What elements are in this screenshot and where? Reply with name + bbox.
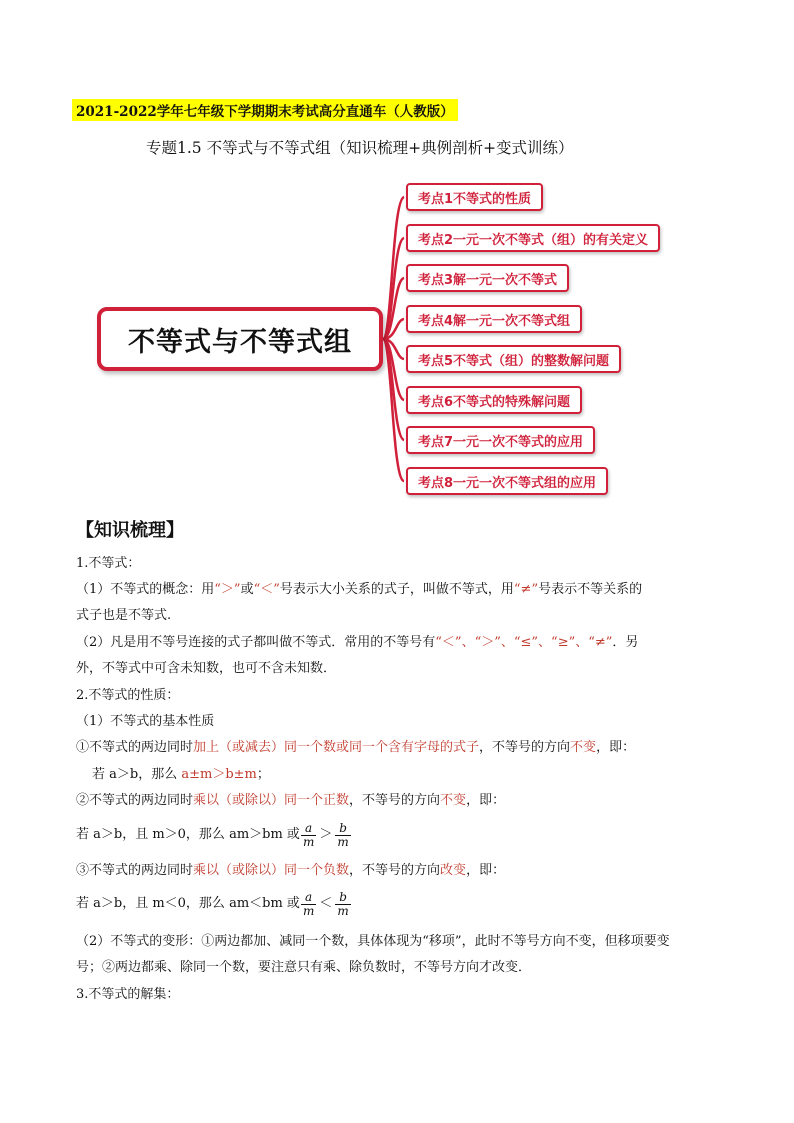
fraction: [301, 891, 316, 918]
paragraph-1-1: [76, 580, 642, 600]
text: 号表示大小关系的式子，叫做不等式，用: [279, 582, 514, 597]
text: 或: [240, 582, 254, 597]
section-3-title: 3.不等式的解集：: [76, 987, 180, 1002]
text: ，不等号的方向: [349, 863, 441, 878]
mindmap-center: [97, 307, 383, 371]
subsection-2-2-cont: 号；②两边都乘、除同一个数，要注意只有乘、除负数时，不等号方向才改变．: [76, 960, 532, 975]
text: ，即：: [596, 740, 636, 755]
rule-2: [76, 791, 505, 811]
document-title: 2021-2022学年七年级下学期期末考试高分直通车（人教版）: [72, 99, 458, 121]
denominator: m: [337, 903, 349, 918]
text: ．另: [612, 635, 639, 650]
paragraph-1-1-cont: 式子也是不等式.: [76, 608, 172, 623]
rule-1-example: [92, 765, 270, 785]
numerator: a: [301, 822, 316, 836]
numerator: b: [335, 822, 350, 836]
rule-3-example: [76, 889, 352, 920]
lt-symbol: “＜”: [253, 582, 280, 597]
text: ①不等式的两边同时: [76, 740, 194, 755]
highlight: 加上（或减去）同一个数或同一个含有字母的式子: [193, 740, 480, 755]
numerator: a: [301, 891, 316, 905]
highlight: 不变: [440, 793, 467, 808]
text: ，不等号的方向: [349, 793, 441, 808]
inequality-signs: “＜”、“＞”、“≤”、“≥”、“≠”: [435, 635, 613, 650]
highlight: 乘以（或除以）同一个正数: [193, 793, 350, 808]
text: （2）凡是用不等号连接的式子都叫做不等式．常用的不等号有: [76, 635, 436, 650]
text: （1）不等式的概念：用: [76, 582, 215, 597]
text: ③不等式的两边同时: [76, 863, 194, 878]
text: ，不等号的方向: [479, 740, 571, 755]
highlight: 改变: [440, 863, 467, 878]
section-2-title: 2.不等式的性质：: [76, 688, 180, 703]
gt-symbol: “＞”: [214, 582, 241, 597]
document-subtitle: 专题1.5 不等式与不等式组（知识梳理+典例剖析+变式训练）: [146, 139, 574, 157]
fraction: [335, 822, 350, 849]
text: 若 a＞b，那么: [92, 767, 182, 782]
text: 若 a＞b，且 m＜0，那么 am＜bm 或: [76, 896, 300, 911]
rule-3: [76, 861, 505, 881]
rule-1: [76, 738, 635, 758]
text: 号表示不等关系的: [538, 582, 643, 597]
highlight: a±m＞b±m: [181, 767, 257, 782]
denominator: m: [337, 834, 349, 849]
subsection-2-1: （1）不等式的基本性质: [76, 714, 215, 729]
ne-symbol: “≠”: [513, 582, 539, 597]
denominator: m: [302, 834, 315, 849]
section-heading: 【知识梳理】: [76, 520, 184, 541]
subsection-2-2: （2）不等式的变形：①两边都加、减同一个数，具体体现为“移项”，此时不等号方向不变，但移项要变: [76, 934, 670, 949]
mindmap-node-4: 考点4解一元一次不等式组: [406, 305, 582, 333]
text: ，即：: [466, 793, 506, 808]
fraction: [301, 822, 316, 849]
paragraph-1-2: [76, 633, 638, 653]
fraction: [335, 891, 350, 918]
mindmap-connectors: [0, 0, 794, 520]
numerator: b: [335, 891, 350, 905]
mindmap-center-label: 不等式与不等式组: [128, 326, 352, 358]
mindmap-node-1: 考点1不等式的性质: [406, 183, 543, 211]
section-1-title: 1.不等式：: [76, 556, 141, 571]
paragraph-1-2-cont: 外，不等式中可含未知数，也可不含未知数．: [76, 661, 337, 676]
highlight: 不变: [570, 740, 597, 755]
mindmap-node-8: 考点8一元一次不等式组的应用: [406, 467, 608, 495]
text: 若 a＞b，且 m＞0，那么 am＞bm 或: [76, 827, 300, 842]
text: ，即：: [466, 863, 506, 878]
rule-2-example: [76, 820, 352, 851]
mindmap-node-3: 考点3解一元一次不等式: [406, 264, 569, 292]
mindmap-node-6: 考点6不等式的特殊解问题: [406, 386, 582, 414]
mindmap-node-7: 考点7一元一次不等式的应用: [406, 426, 595, 454]
mindmap-node-2: 考点2一元一次不等式（组）的有关定义: [406, 224, 660, 252]
text: ②不等式的两边同时: [76, 793, 194, 808]
text: ；: [256, 767, 270, 782]
operator: ＜: [319, 896, 333, 911]
mindmap-node-5: 考点5不等式（组）的整数解问题: [406, 345, 621, 373]
highlight: 乘以（或除以）同一个负数: [193, 863, 350, 878]
operator: ＞: [319, 827, 333, 842]
denominator: m: [302, 903, 315, 918]
